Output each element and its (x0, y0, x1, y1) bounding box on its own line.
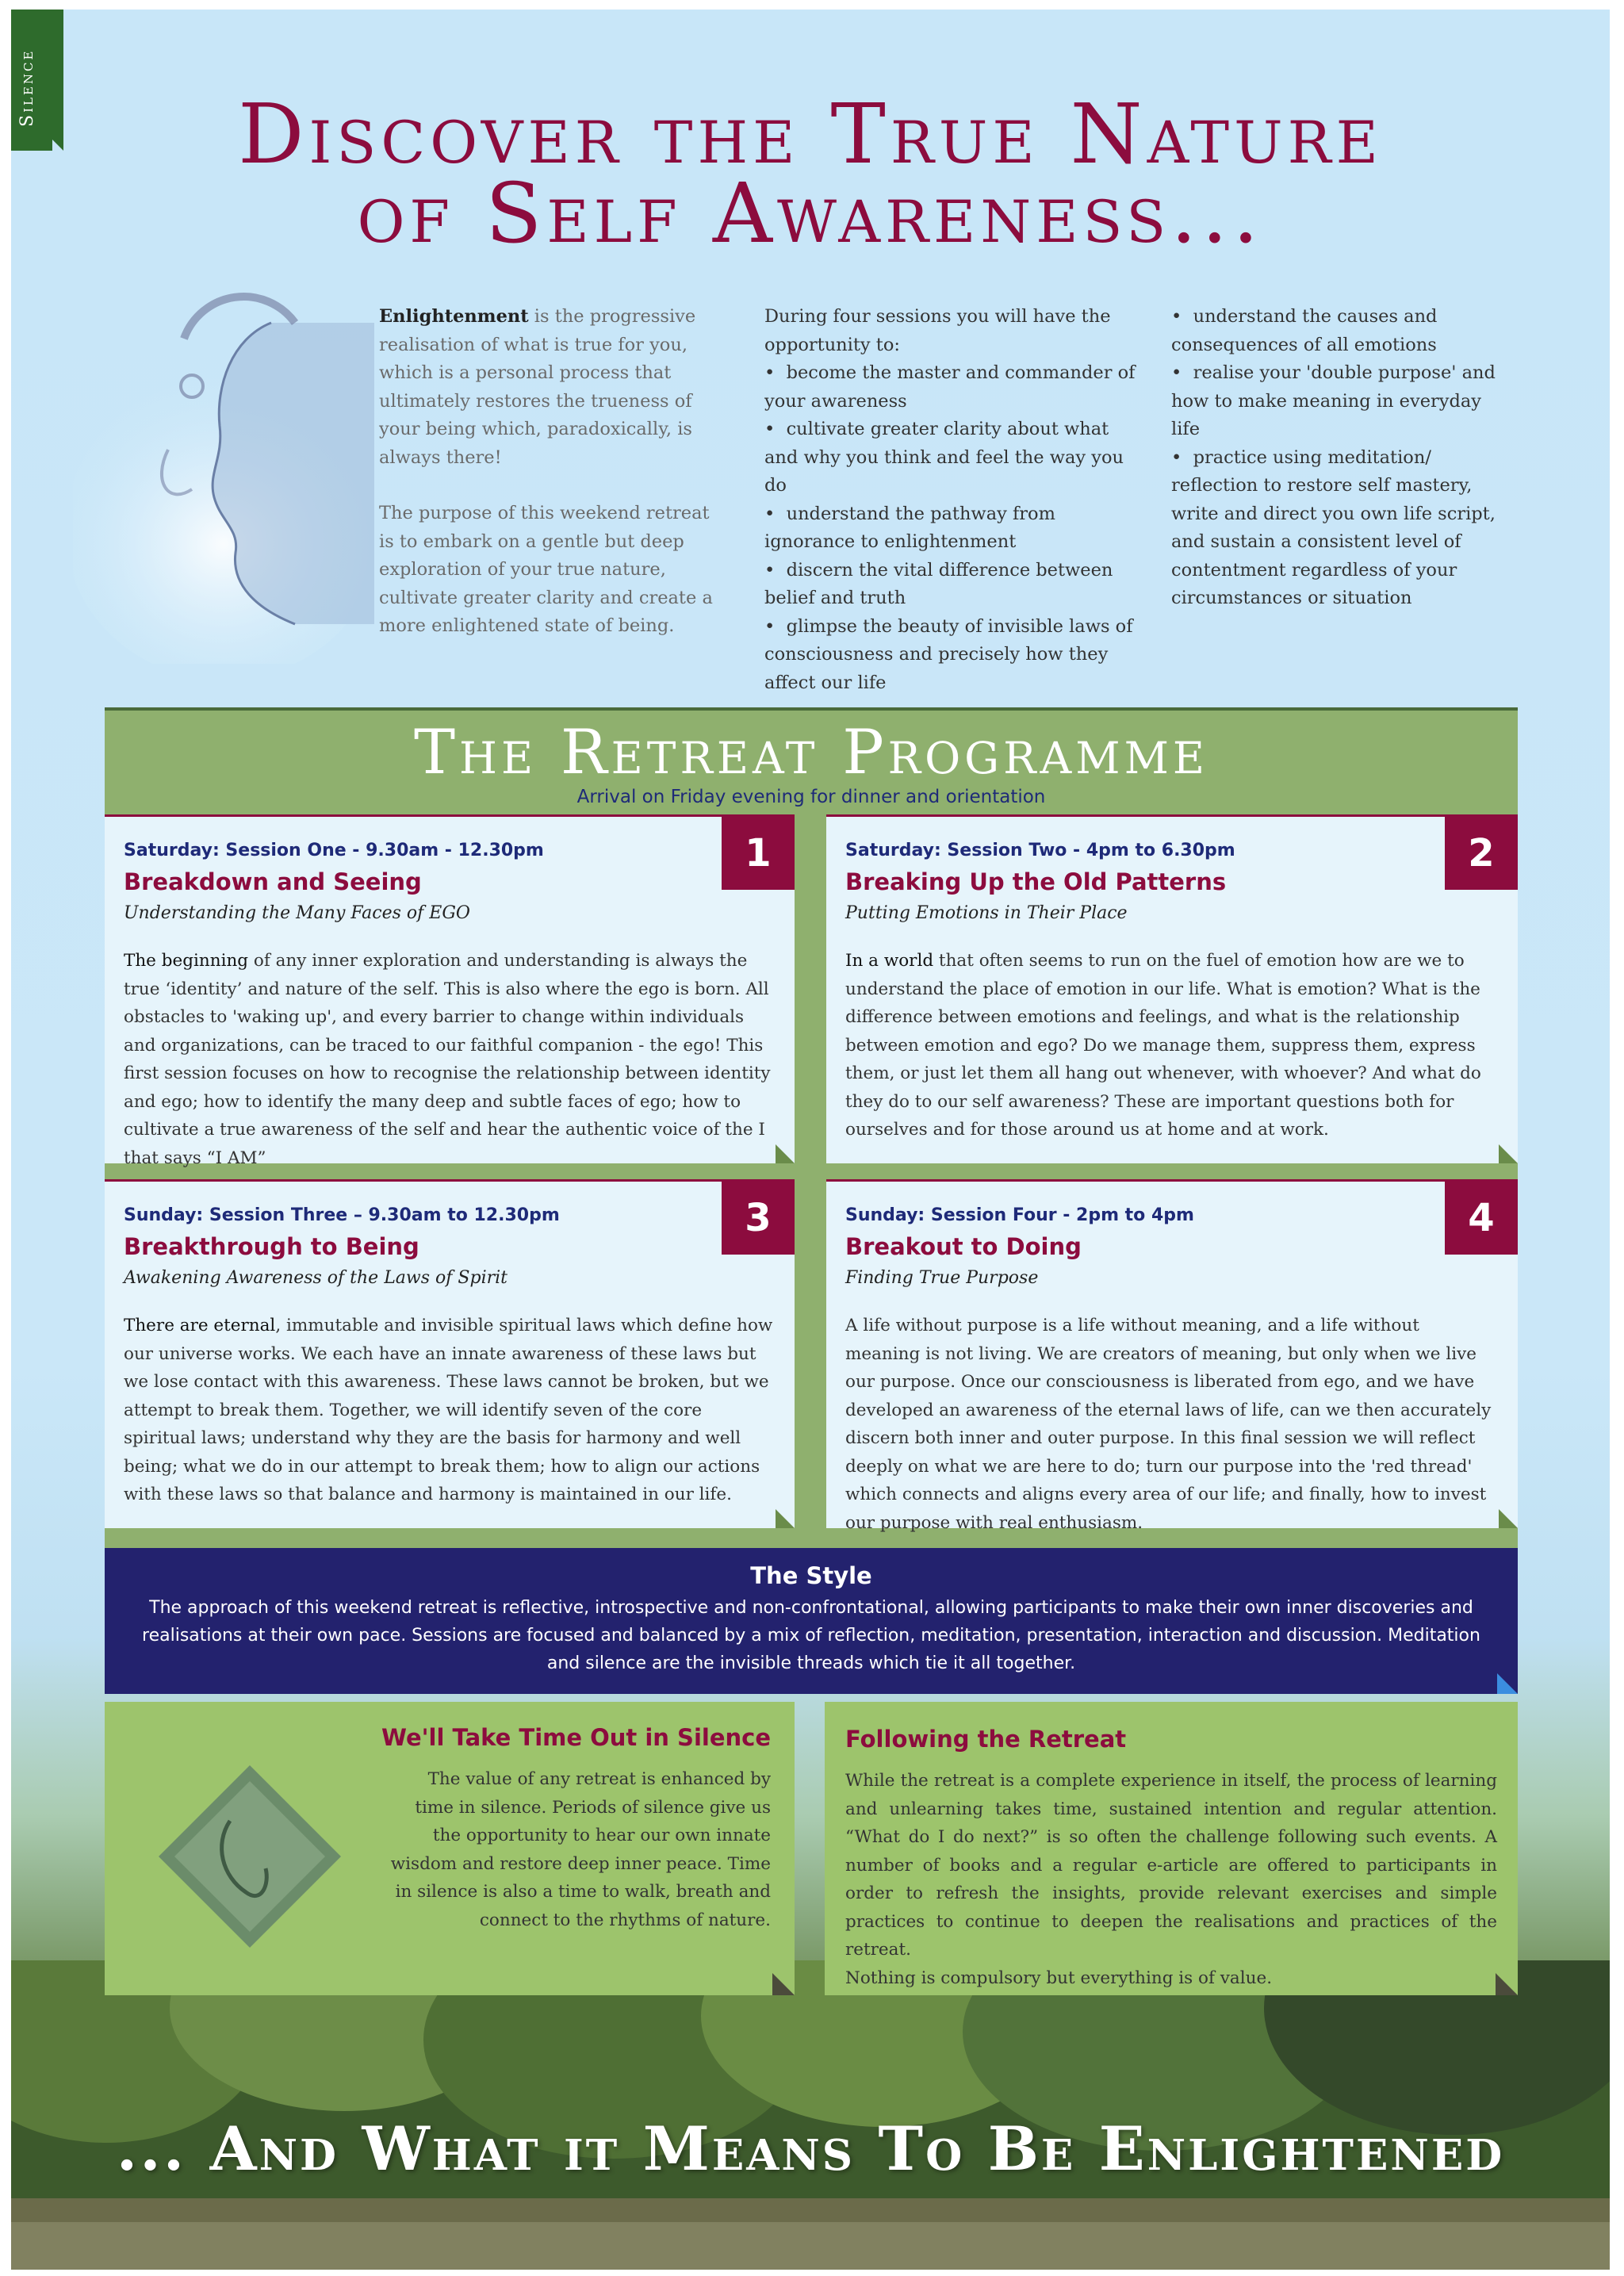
session-schedule: Sunday: Session Three – 9.30am to 12.30pm (124, 1205, 560, 1225)
session-schedule: Sunday: Session Four - 2pm to 4pm (845, 1205, 1194, 1225)
session-schedule: Saturday: Session Two - 4pm to 6.30pm (845, 841, 1235, 860)
poster-page (11, 10, 1610, 2270)
session-title: Breaking Up the Old Patterns (845, 868, 1227, 895)
style-body: The approach of this weekend retreat is reflective, introspective and non-confrontational, allowing participants to make their own inner discoveries and realisations at their own pace. Sessions are focused and balanced by a mix of reflection, meditation, presentation, interaction and discussion. Meditation and silence are the invisible threads which tie it all together. (142, 1598, 1480, 1673)
session-panel-2 (826, 814, 1518, 1163)
footer-tagline: ... And What it Means To Be Enlightened (116, 2113, 1505, 2184)
session-body: In a world that often seems to run on the fuel of emotion how are we to understand the place of emotion in our life. What is emotion? What is the difference between emotions and feelings, and what is the relationship between emotion and ego? Do we manage them, suppress them, express them, or just let them all hang out whenever, with whoever? And what do they do to our self awareness? These are important questions both for ourselves and for those around us at home and at work. (845, 951, 1481, 1140)
following-corner-fold (1496, 1973, 1518, 1995)
programme-title: The Retreat Programme (413, 717, 1209, 788)
following-closing: Nothing is compulsory but everything is of value. (845, 1968, 1273, 1988)
opportunities-column-2 (1171, 303, 1504, 613)
session-panel-4 (826, 1179, 1518, 1533)
session-subtitle: Putting Emotions in Their Place (845, 903, 1128, 923)
style-section (105, 1548, 1518, 1694)
opportunities-column-1 (764, 303, 1137, 697)
opportunity-item: • understand the causes and consequences of all emotions (1171, 306, 1438, 355)
silence-section (105, 1702, 795, 1995)
session-number: 2 (1445, 817, 1518, 890)
session-body: A life without purpose is a life without meaning, and a life without meaning is not living. We are creators of meaning, but only when we live our purpose. Once our consciousness is liberated from ego, and we have developed an awareness of the eternal laws of life, can we then accurately discern both inner and outer purpose. In this final session we will reflect deeply on what we are here to do; turn our purpose into the 'red thread' which connects and aligns every area of our life; and finally, how to invest our purpose with real enthusiasm. (845, 1316, 1492, 1533)
session-body: The beginning of any inner exploration and understanding is always the true ‘identity’ and nature of the self. This is also where the ego is born. All obstacles to 'waking up', and every barrier to change within individuals and organizations, can be traced to our faithful companion - the ego! This first session focuses on how to recognise the relationship between identity and ego; how to identify the many deep and subtle faces of ego; how to cultivate a true awareness of the self and hear the authentic voice of the I that says “I AM” (124, 951, 771, 1168)
silence-body: The value of any retreat is enhanced by time in silence. Periods of silence give us the opportunity to hear our own innate wisdom and restore deep inner peace. Time in silence is also a time to walk, breath and connect to the rhythms of nature. (390, 1769, 771, 1930)
intro-paragraph-2: The purpose of this weekend retreat is to embark on a gentle but deep exploration of your true nature, cultivate greater clarity and create a more enlightened state of being. (379, 503, 713, 636)
opportunity-item: • practice using meditation/ reflection to restore self mastery, write and direct you own life script, and sustain a consistent level of contentment regardless of your circumstances or situation (1171, 446, 1496, 608)
following-section (825, 1702, 1518, 1995)
session-number: 3 (722, 1182, 795, 1255)
section-tab-label: Silence (17, 48, 37, 127)
session-subtitle: Finding True Purpose (845, 1268, 1039, 1288)
intro-column (379, 303, 728, 641)
session-title: Breakout to Doing (845, 1233, 1082, 1260)
session-subtitle: Understanding the Many Faces of EGO (124, 903, 470, 923)
opportunity-item: • discern the vital difference between belief and truth (764, 559, 1113, 608)
programme-header-rule (105, 707, 1518, 711)
session-panel-1 (105, 814, 795, 1168)
silence-corner-fold (772, 1973, 795, 1995)
following-title: Following the Retreat (845, 1726, 1127, 1753)
session-schedule: Saturday: Session One - 9.30am - 12.30pm (124, 841, 544, 860)
panel-corner-fold (776, 1509, 795, 1528)
meditation-diamond-image (159, 1765, 341, 1948)
opportunity-item: • understand the pathway from ignorance to enlightenment (764, 503, 1055, 552)
intro-lead: Enlightenment (379, 306, 529, 327)
session-panel-3 (105, 1179, 795, 1528)
session-number: 1 (722, 817, 795, 890)
panel-corner-fold (1499, 1144, 1518, 1163)
session-subtitle: Awakening Awareness of the Laws of Spirit (124, 1268, 508, 1288)
intro-text-1: is the progressive realisation of what is true for you, which is a personal process that ultimately restores the trueness of your being which, paradoxically, is always there! (379, 306, 696, 468)
panel-corner-fold (776, 1144, 795, 1163)
headline-line-1: Discover the True Nature (238, 86, 1383, 182)
opportunity-item: • glimpse the beauty of invisible laws of consciousness and precisely how they affect our life (764, 615, 1133, 693)
panel-corner-fold (1499, 1509, 1518, 1528)
session-title: Breakdown and Seeing (124, 868, 422, 895)
retreat-programme (105, 707, 1518, 1564)
opportunities-lead: During four sessions you will have the opportunity to: (764, 306, 1111, 355)
silence-title: We'll Take Time Out in Silence (381, 1724, 771, 1751)
opportunity-item: • realise your 'double purpose' and how to make meaning in everyday life (1171, 362, 1496, 439)
opportunity-item: • become the master and commander of your awareness (764, 362, 1136, 412)
opportunity-item: • cultivate greater clarity about what and why you think and feel the way you do (764, 419, 1124, 496)
session-body: There are eternal, immutable and invisible spiritual laws which define how our universe works. We each have an innate awareness of these laws but we lose contact with this awareness. These laws cannot be broken, but we attempt to break them. Together, we will identify seven of the core spiritual laws; understand why they are the basis for harmony and well being; what we do in our attempt to break them; how to align our actions with these laws so that balance and harmony is maintained in our life. (124, 1316, 773, 1504)
headline-line-2: of Self Awareness... (357, 165, 1264, 262)
style-title: The Style (750, 1562, 872, 1589)
intro-paragraph-1 (379, 303, 728, 472)
meditating-face-illustration (73, 291, 374, 664)
following-body: While the retreat is a complete experience in itself, the process of learning and unlearning takes time, sustained intention and regular attention. “What do I do next?” is so often the challenge following such events. A number of books and a regular e-article are offered to participants in order to refresh the insights, provide relevant exercises and simple practices to continue to deepen the realisations and practices of the retreat. (845, 1771, 1497, 1960)
session-number: 4 (1445, 1182, 1518, 1255)
style-corner-fold (1497, 1673, 1518, 1694)
session-title: Breakthrough to Being (124, 1233, 419, 1260)
programme-subtitle: Arrival on Friday evening for dinner and orientation (576, 787, 1046, 807)
